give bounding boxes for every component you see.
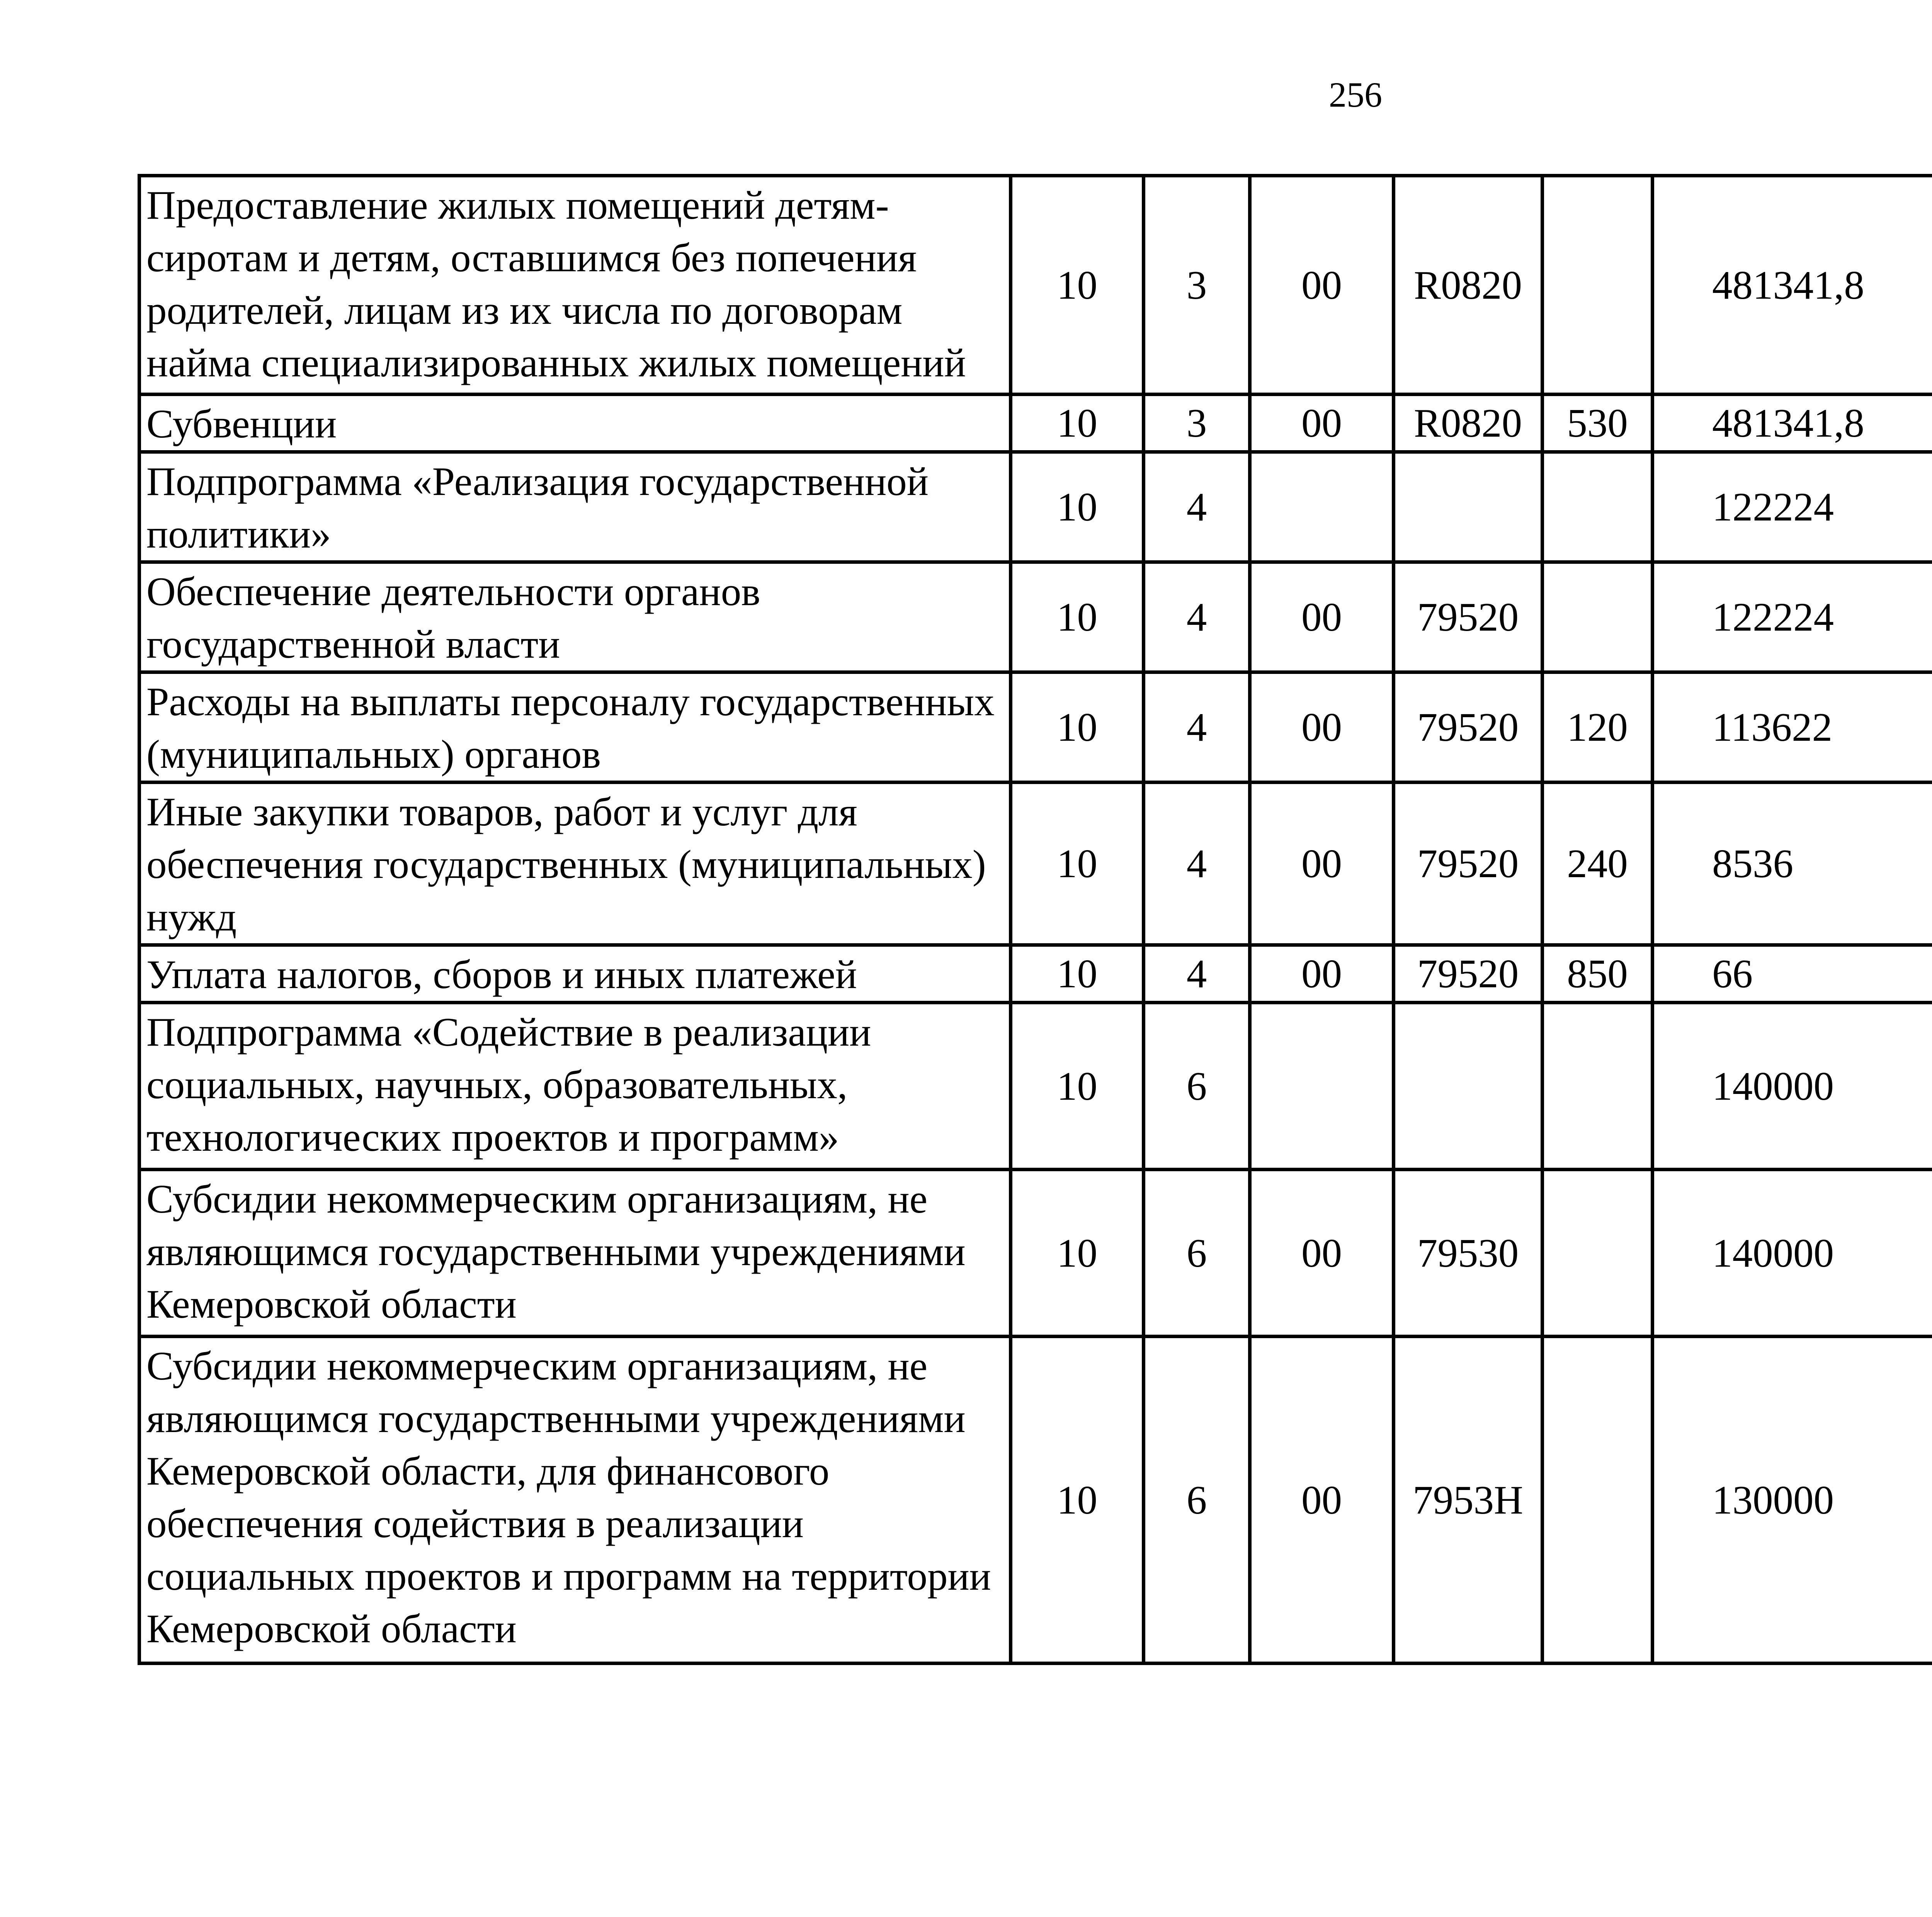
row-name: Подпрограмма «Содействие в реализации социальных, научных, образовательных, технологических проектов и программ» bbox=[139, 1003, 1011, 1170]
subsection-code: 4 bbox=[1144, 562, 1250, 672]
target-item-code: R0820 bbox=[1394, 176, 1543, 395]
section-code: 10 bbox=[1011, 672, 1144, 782]
table-row bbox=[139, 395, 1932, 452]
budget-table bbox=[138, 174, 1932, 1665]
target-item-code: R0820 bbox=[1394, 395, 1543, 452]
target-item-code bbox=[1394, 452, 1543, 562]
program-code: 00 bbox=[1250, 945, 1394, 1003]
section-code: 10 bbox=[1011, 176, 1144, 395]
expense-type-code bbox=[1543, 562, 1653, 672]
target-item-code: 79520 bbox=[1394, 782, 1543, 945]
row-name: Расходы на выплаты персоналу государственных (муниципальных) органов bbox=[139, 672, 1011, 782]
program-code: 00 bbox=[1250, 1337, 1394, 1664]
table-row bbox=[139, 1170, 1932, 1337]
amount-year-1: 140000 bbox=[1653, 1170, 1932, 1337]
expense-type-code: 530 bbox=[1543, 395, 1653, 452]
row-name: Субсидии некоммерческим организациям, не являющимся государственными учреждениями Кемеровской области bbox=[139, 1170, 1011, 1337]
expense-type-code bbox=[1543, 176, 1653, 395]
table-row bbox=[139, 672, 1932, 782]
row-name: Субвенции bbox=[139, 395, 1011, 452]
section-code: 10 bbox=[1011, 1337, 1144, 1664]
amount-year-1: 66 bbox=[1653, 945, 1932, 1003]
amount-year-1: 140000 bbox=[1653, 1003, 1932, 1170]
page-number: 256 bbox=[1329, 75, 1382, 114]
table-row bbox=[139, 782, 1932, 945]
section-code: 10 bbox=[1011, 452, 1144, 562]
row-name: Уплата налогов, сборов и иных платежей bbox=[139, 945, 1011, 1003]
row-name: Подпрограмма «Реализация государственной политики» bbox=[139, 452, 1011, 562]
program-code bbox=[1250, 452, 1394, 562]
subsection-code: 4 bbox=[1144, 945, 1250, 1003]
expense-type-code: 240 bbox=[1543, 782, 1653, 945]
section-code: 10 bbox=[1011, 562, 1144, 672]
table-row bbox=[139, 1337, 1932, 1664]
row-name: Иные закупки товаров, работ и услуг для обеспечения государственных (муниципальных) нужд bbox=[139, 782, 1011, 945]
target-item-code: 7953H bbox=[1394, 1337, 1543, 1664]
program-code: 00 bbox=[1250, 672, 1394, 782]
program-code: 00 bbox=[1250, 395, 1394, 452]
expense-type-code: 850 bbox=[1543, 945, 1653, 1003]
program-code: 00 bbox=[1250, 1170, 1394, 1337]
table-row bbox=[139, 945, 1932, 1003]
section-code: 10 bbox=[1011, 395, 1144, 452]
program-code bbox=[1250, 1003, 1394, 1170]
row-name: Субсидии некоммерческим организациям, не являющимся государственными учреждениями Кемеровской области, для финансового обеспечения содействия в реализации социальных проектов и программ на территории Кемеровской области bbox=[139, 1337, 1011, 1664]
target-item-code: 79520 bbox=[1394, 562, 1543, 672]
table-row bbox=[139, 452, 1932, 562]
target-item-code: 79520 bbox=[1394, 672, 1543, 782]
target-item-code: 79530 bbox=[1394, 1170, 1543, 1337]
program-code: 00 bbox=[1250, 176, 1394, 395]
section-code: 10 bbox=[1011, 1170, 1144, 1337]
amount-year-1: 481341,8 bbox=[1653, 176, 1932, 395]
subsection-code: 6 bbox=[1144, 1003, 1250, 1170]
section-code: 10 bbox=[1011, 782, 1144, 945]
expense-type-code bbox=[1543, 1170, 1653, 1337]
amount-year-1: 481341,8 bbox=[1653, 395, 1932, 452]
amount-year-1: 122224 bbox=[1653, 452, 1932, 562]
amount-year-1: 122224 bbox=[1653, 562, 1932, 672]
expense-type-code bbox=[1543, 1337, 1653, 1664]
program-code: 00 bbox=[1250, 562, 1394, 672]
program-code: 00 bbox=[1250, 782, 1394, 945]
table-row bbox=[139, 1003, 1932, 1170]
section-code: 10 bbox=[1011, 1003, 1144, 1170]
amount-year-1: 113622 bbox=[1653, 672, 1932, 782]
subsection-code: 3 bbox=[1144, 395, 1250, 452]
table-row bbox=[139, 176, 1932, 395]
subsection-code: 4 bbox=[1144, 782, 1250, 945]
amount-year-1: 8536 bbox=[1653, 782, 1932, 945]
subsection-code: 6 bbox=[1144, 1337, 1250, 1664]
expense-type-code bbox=[1543, 1003, 1653, 1170]
section-code: 10 bbox=[1011, 945, 1144, 1003]
subsection-code: 4 bbox=[1144, 672, 1250, 782]
target-item-code bbox=[1394, 1003, 1543, 1170]
expense-type-code bbox=[1543, 452, 1653, 562]
row-name: Обеспечение деятельности органов государственной власти bbox=[139, 562, 1011, 672]
subsection-code: 6 bbox=[1144, 1170, 1250, 1337]
table-row bbox=[139, 562, 1932, 672]
expense-type-code: 120 bbox=[1543, 672, 1653, 782]
target-item-code: 79520 bbox=[1394, 945, 1543, 1003]
row-name: Предоставление жилых помещений детям-сиротам и детям, оставшимся без попечения родителей, лицам из их числа по договорам найма специализированных жилых помещений bbox=[139, 176, 1011, 395]
subsection-code: 4 bbox=[1144, 452, 1250, 562]
amount-year-1: 130000 bbox=[1653, 1337, 1932, 1664]
subsection-code: 3 bbox=[1144, 176, 1250, 395]
